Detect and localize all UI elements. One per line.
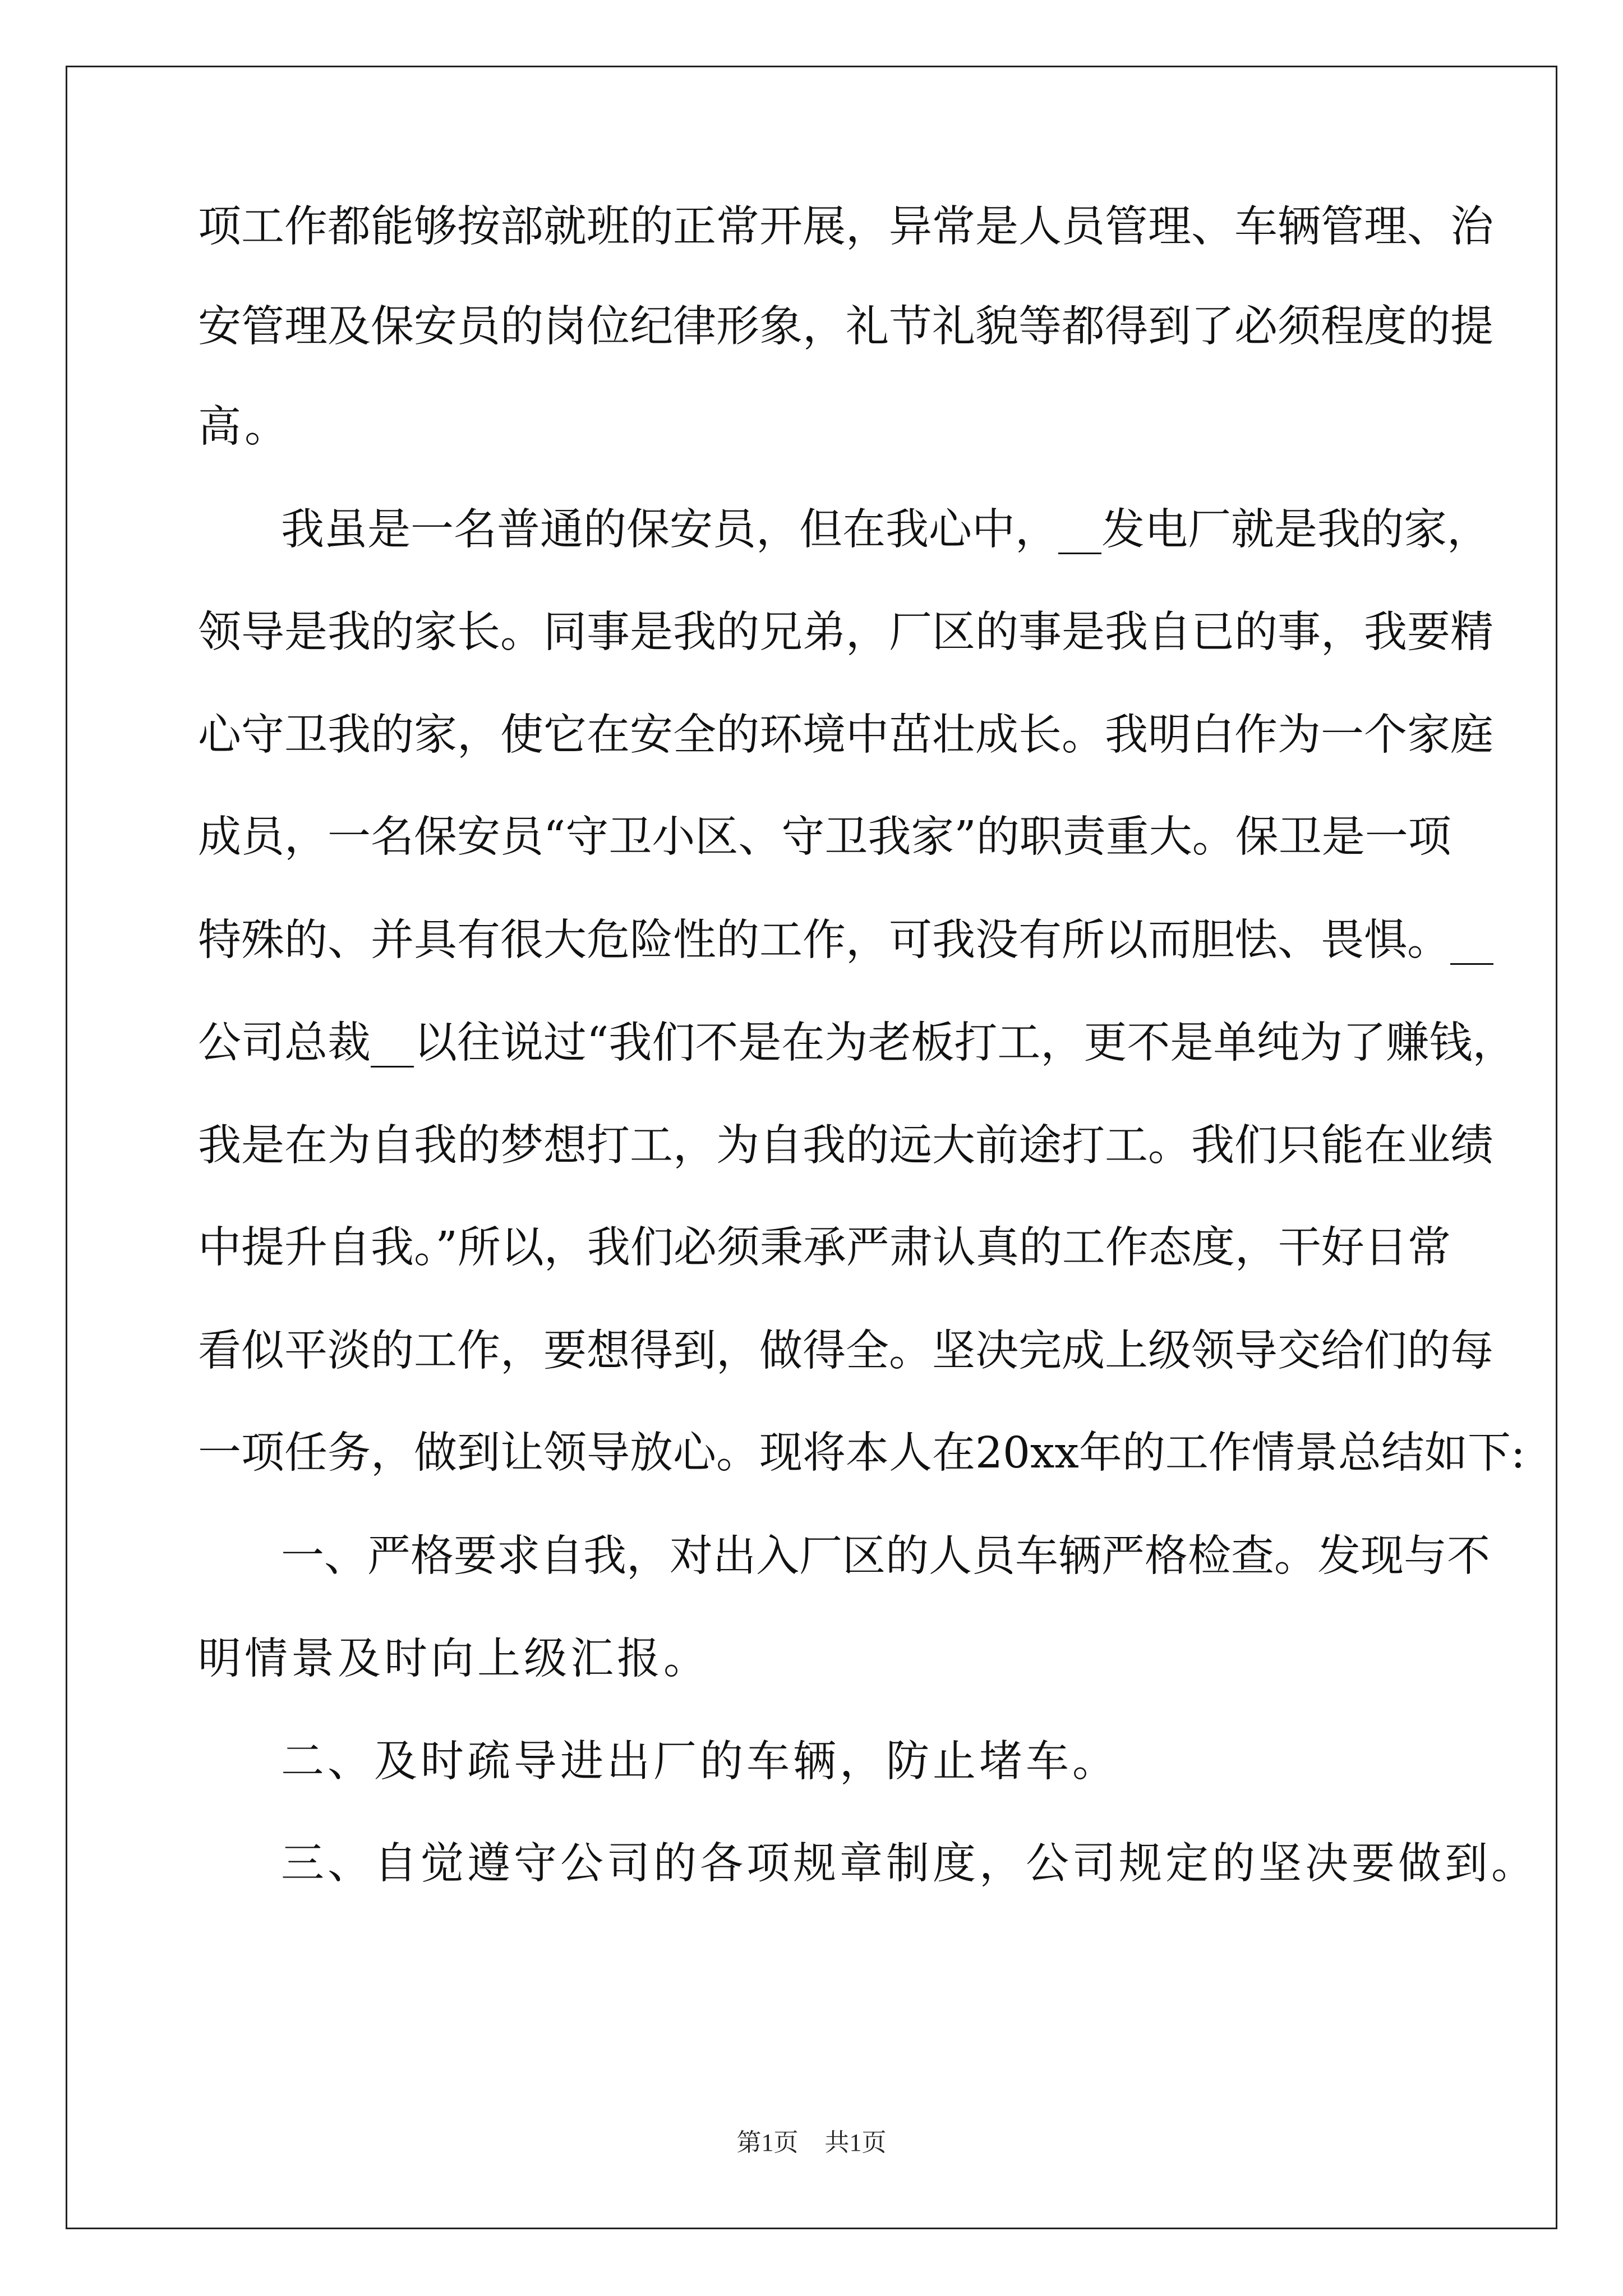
text-line-13: 一项任务，做到让领导放心。现将本人在20xx年的工作情景总结如下:	[198, 1428, 1525, 1478]
text-line-1: 项工作都能够按部就班的正常开展，异常是人员管理、车辆管理、治	[198, 202, 1493, 252]
text-line-6: 心守卫我的家，使它在安全的环境中茁壮成长。我明白作为一个家庭	[198, 710, 1493, 760]
text-line-16: 二、及时疏导进出厂的车辆，防止堵车。	[281, 1737, 1119, 1787]
text-line-7: 成员，一名保安员“守卫小区、守卫我家”的职责重大。保卫是一项	[198, 812, 1451, 862]
text-line-17: 三、自觉遵守公司的各项规章制度，公司规定的坚决要做到。	[281, 1839, 1538, 1889]
text-line-5: 领导是我的家长。同事是我的兄弟，厂区的事是我自已的事，我要精	[198, 608, 1493, 657]
text-line-15: 明情景及时向上级汇报。	[198, 1634, 710, 1684]
page-footer	[0, 2126, 1623, 2160]
text-line-2: 安管理及保安员的岗位纪律形象，礼节礼貌等都得到了必须程度的提	[198, 302, 1493, 352]
text-line-11: 中提升自我。”所以，我们必须秉承严肃认真的工作态度，干好日常	[198, 1223, 1451, 1273]
text-line-3: 高。	[198, 402, 291, 452]
page-number: 第1页	[736, 2129, 799, 2156]
text-line-9: 公司总裁__以往说过“我们不是在为老板打工，更不是单纯为了赚钱，	[198, 1018, 1516, 1068]
text-line-4: 我虽是一名普通的保安员，但在我心中，__发电厂就是我的家，	[281, 505, 1490, 555]
text-line-10: 我是在为自我的梦想打工，为自我的远大前途打工。我们只能在业绩	[198, 1121, 1493, 1171]
page-total: 共1页	[824, 2129, 887, 2156]
text-line-12: 看似平淡的工作，要想得到，做得全。坚决完成上级领导交给们的每	[198, 1326, 1493, 1376]
text-line-14: 一、严格要求自我，对出入厂区的人员车辆严格检查。发现与不	[281, 1531, 1490, 1581]
text-line-8: 特殊的、并具有很大危险性的工作，可我没有所以而胆怯、畏惧。__	[198, 915, 1493, 965]
